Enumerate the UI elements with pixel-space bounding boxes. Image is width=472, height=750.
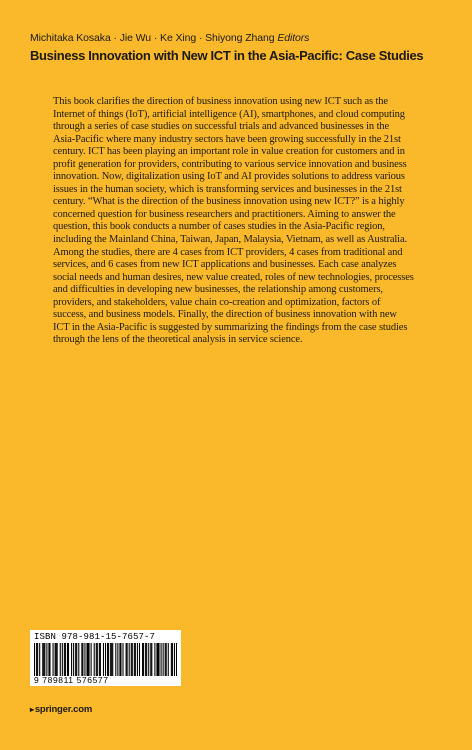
triangle-arrow-icon: ▸	[30, 705, 34, 714]
isbn-label: ISBN 978-981-15-7657-7	[34, 632, 156, 642]
book-description: This book clarifies the direction of business innovation using new ICT such as the Internet of things (IoT), artificial intelligence (AI), smartphones, and cloud computing through a series of case studies on successful trials and advanced businesses in the Asia-Pacific where many industry sectors have been growing successfully in the 21st century. ICT has been playing an important role in value creation for customers and in profit generation for providers, contributing to various service innovation and business innovation. Now, digitalization using IoT and AI provides solutions to address various issues in the human society, which is transforming services and businesses in the 21st century. “What is the direction of the business innovation using new ICT?” is a highly concerned question for business researchers and practitioners. Aiming to answer the question, this book conducts a number of cases studies in the Asia-Pacific region, including the Mainland China, Taiwan, Japan, Malaysia, Vietnam, as well as Australia. Among the studies, there are 4 cases from ICT providers, 4 cases from traditional and services, and 6 cases from new ICT applications and businesses. Each case analyzes social needs and human desires, new value created, roles of new technologies, processes and difficulties in developing new businesses, the relationship among customers, providers, and stakeholders, value chain co-creation and optimization, factors of success, and business models. Finally, the direction of business innovation with new ICT in the Asia-Pacific is suggested by summarizing the findings from the case studies through the lens of the theoretical analysis in service science.	[53, 96, 414, 346]
editors-names: Michitaka Kosaka · Jie Wu · Ke Xing · Shiyong Zhang	[30, 32, 275, 44]
barcode-icon	[34, 643, 177, 676]
publisher-link[interactable]	[30, 704, 92, 715]
barcode-box	[30, 630, 181, 686]
publisher-site: springer.com	[34, 704, 93, 715]
book-title: Business Innovation with New ICT in the Asia-Pacific: Case Studies	[30, 48, 424, 63]
barcode-digits: 9 789811 576577	[34, 675, 109, 685]
editors-role: Editors	[277, 32, 310, 44]
editors-line	[30, 32, 309, 44]
